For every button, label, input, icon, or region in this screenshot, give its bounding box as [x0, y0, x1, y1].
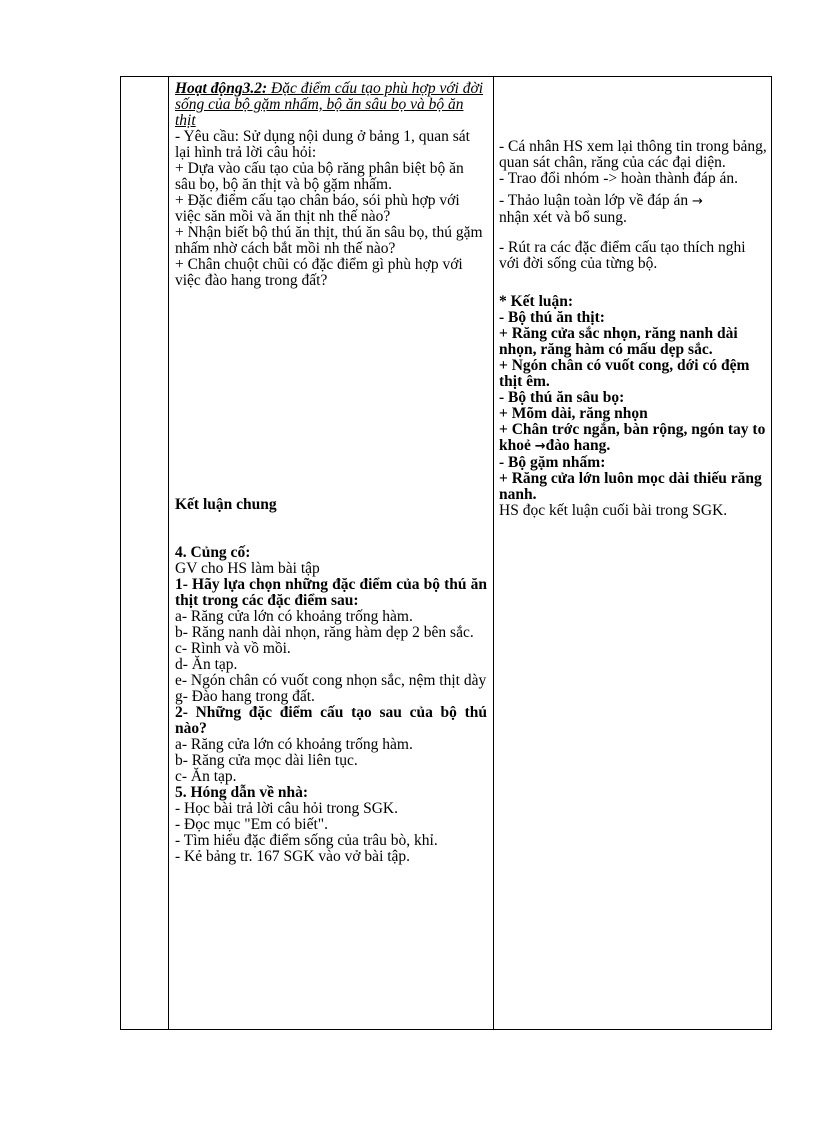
table-row — [121, 77, 772, 1030]
teacher-activity-cell — [169, 77, 494, 1030]
rodent-point: + Răng cửa lớn luôn mọc dài thiếu răng nanh. — [499, 470, 762, 503]
exercise-option: b- Răng nanh dài nhọn, răng hàm dẹp 2 bên sắc. — [175, 624, 474, 641]
exercise-option: a- Răng cửa lớn có khoảng trống hàm. — [175, 736, 413, 753]
arrow-icon: → — [534, 439, 546, 454]
student-step: - Trao đổi nhóm -> hoàn thành đáp án. — [499, 170, 739, 187]
student-activity-cell — [494, 77, 772, 1030]
exercise-option: c- Ăn tạp. — [175, 768, 237, 785]
carnivore-title: - Bộ thú ăn thịt: — [499, 309, 605, 326]
final-note: HS đọc kết luận cuối bài trong SGK. — [499, 502, 728, 519]
conclusion-title: * Kết luận: — [499, 293, 574, 310]
question-item: + Dựa vào cấu tạo của bộ răng phân biệt bộ ăn sâu bọ, bộ ăn thịt và bộ gặm nhấm. — [175, 160, 464, 193]
activity-heading-text: Đặc điểm cấu tạo phù hợp với đời sống của bộ gặm nhấm, bộ ăn sâu bọ và bộ ăn thịt — [175, 80, 484, 129]
student-step: - Cá nhân HS xem lại thông tin trong bảng, quan sát chân, răng của các đại diện. — [499, 138, 767, 171]
exercise-question-1: 1- Hãy lựa chọn những đặc điểm của bộ thú ăn thịt trong các đặc điểm sau: — [175, 576, 487, 609]
activity-heading — [175, 81, 487, 129]
insectivore-point: + Mõm dài, răng nhọn — [499, 405, 648, 422]
requirement-text: - Yêu cầu: Sử dụng nội dung ở bảng 1, quan sát lại hình trả lời câu hỏi: — [175, 128, 470, 161]
lesson-table — [120, 76, 772, 1030]
general-conclusion-label: Kết luận chung — [175, 496, 277, 513]
exercise-option: e- Ngón chân có vuốt cong nhọn sắc, nệm thịt dày — [175, 672, 487, 689]
question-item: + Đặc điểm cấu tạo chân báo, sói phù hợp với việc săn mồi và ăn thịt nh thế nào? — [175, 192, 460, 225]
exercise-option: g- Đào hang trong đất. — [175, 688, 315, 705]
exercise-option: a- Răng cửa lớn có khoảng trống hàm. — [175, 608, 413, 625]
activity-heading-label: Hoạt động3.2: — [175, 80, 268, 97]
insectivore-title: - Bộ thú ăn sâu bọ: — [499, 389, 625, 406]
exercise-option: c- Rình và vồ mồi. — [175, 640, 291, 657]
homework-item: - Học bài trả lời câu hỏi trong SGK. — [175, 800, 398, 817]
student-step: - Rút ra các đặc điểm cấu tạo thích nghi với đời sống của từng bộ. — [499, 239, 746, 272]
carnivore-point: + Ngón chân có vuốt cong, dới có đệm thịt êm. — [499, 357, 750, 390]
homework-title: 5. Hóng dẫn về nhà: — [175, 784, 309, 801]
student-step: - Thảo luận toàn lớp về đáp án → nhận xét và bổ sung. — [499, 192, 703, 226]
homework-item: - Tìm hiểu đặc điểm sống của trâu bò, khỉ. — [175, 832, 438, 849]
empty-column-cell — [121, 77, 169, 1030]
consolidation-title: 4. Củng cố: — [175, 544, 251, 561]
homework-item: - Kẻ bảng tr. 167 SGK vào vở bài tập. — [175, 848, 411, 865]
exercise-question-2: 2- Những đặc điểm cấu tạo sau của bộ thú nào? — [175, 704, 487, 737]
question-item: + Nhận biết bộ thú ăn thịt, thú ăn sâu bọ, thú gặm nhấm nhờ cách bắt mồi nh thế nào? — [175, 224, 483, 257]
homework-item: - Đọc mục "Em có biết". — [175, 816, 328, 833]
insectivore-point: + Chân trớc ngắn, bàn rộng, ngón tay to khoẻ →đào hang. — [499, 421, 766, 454]
question-item: + Chân chuột chũi có đặc điểm gì phù hợp với việc đào hang trong đất? — [175, 256, 463, 289]
exercise-option: d- Ăn tạp. — [175, 656, 238, 673]
exercise-option: b- Răng cửa mọc dài liên tục. — [175, 752, 358, 769]
carnivore-point: + Răng cửa sắc nhọn, răng nanh dài nhọn, răng hàm có mấu dẹp sắc. — [499, 325, 738, 358]
rodent-title: - Bộ gặm nhấm: — [499, 454, 606, 471]
consolidation-intro: GV cho HS làm bài tập — [175, 560, 320, 577]
arrow-icon: → — [692, 194, 703, 209]
